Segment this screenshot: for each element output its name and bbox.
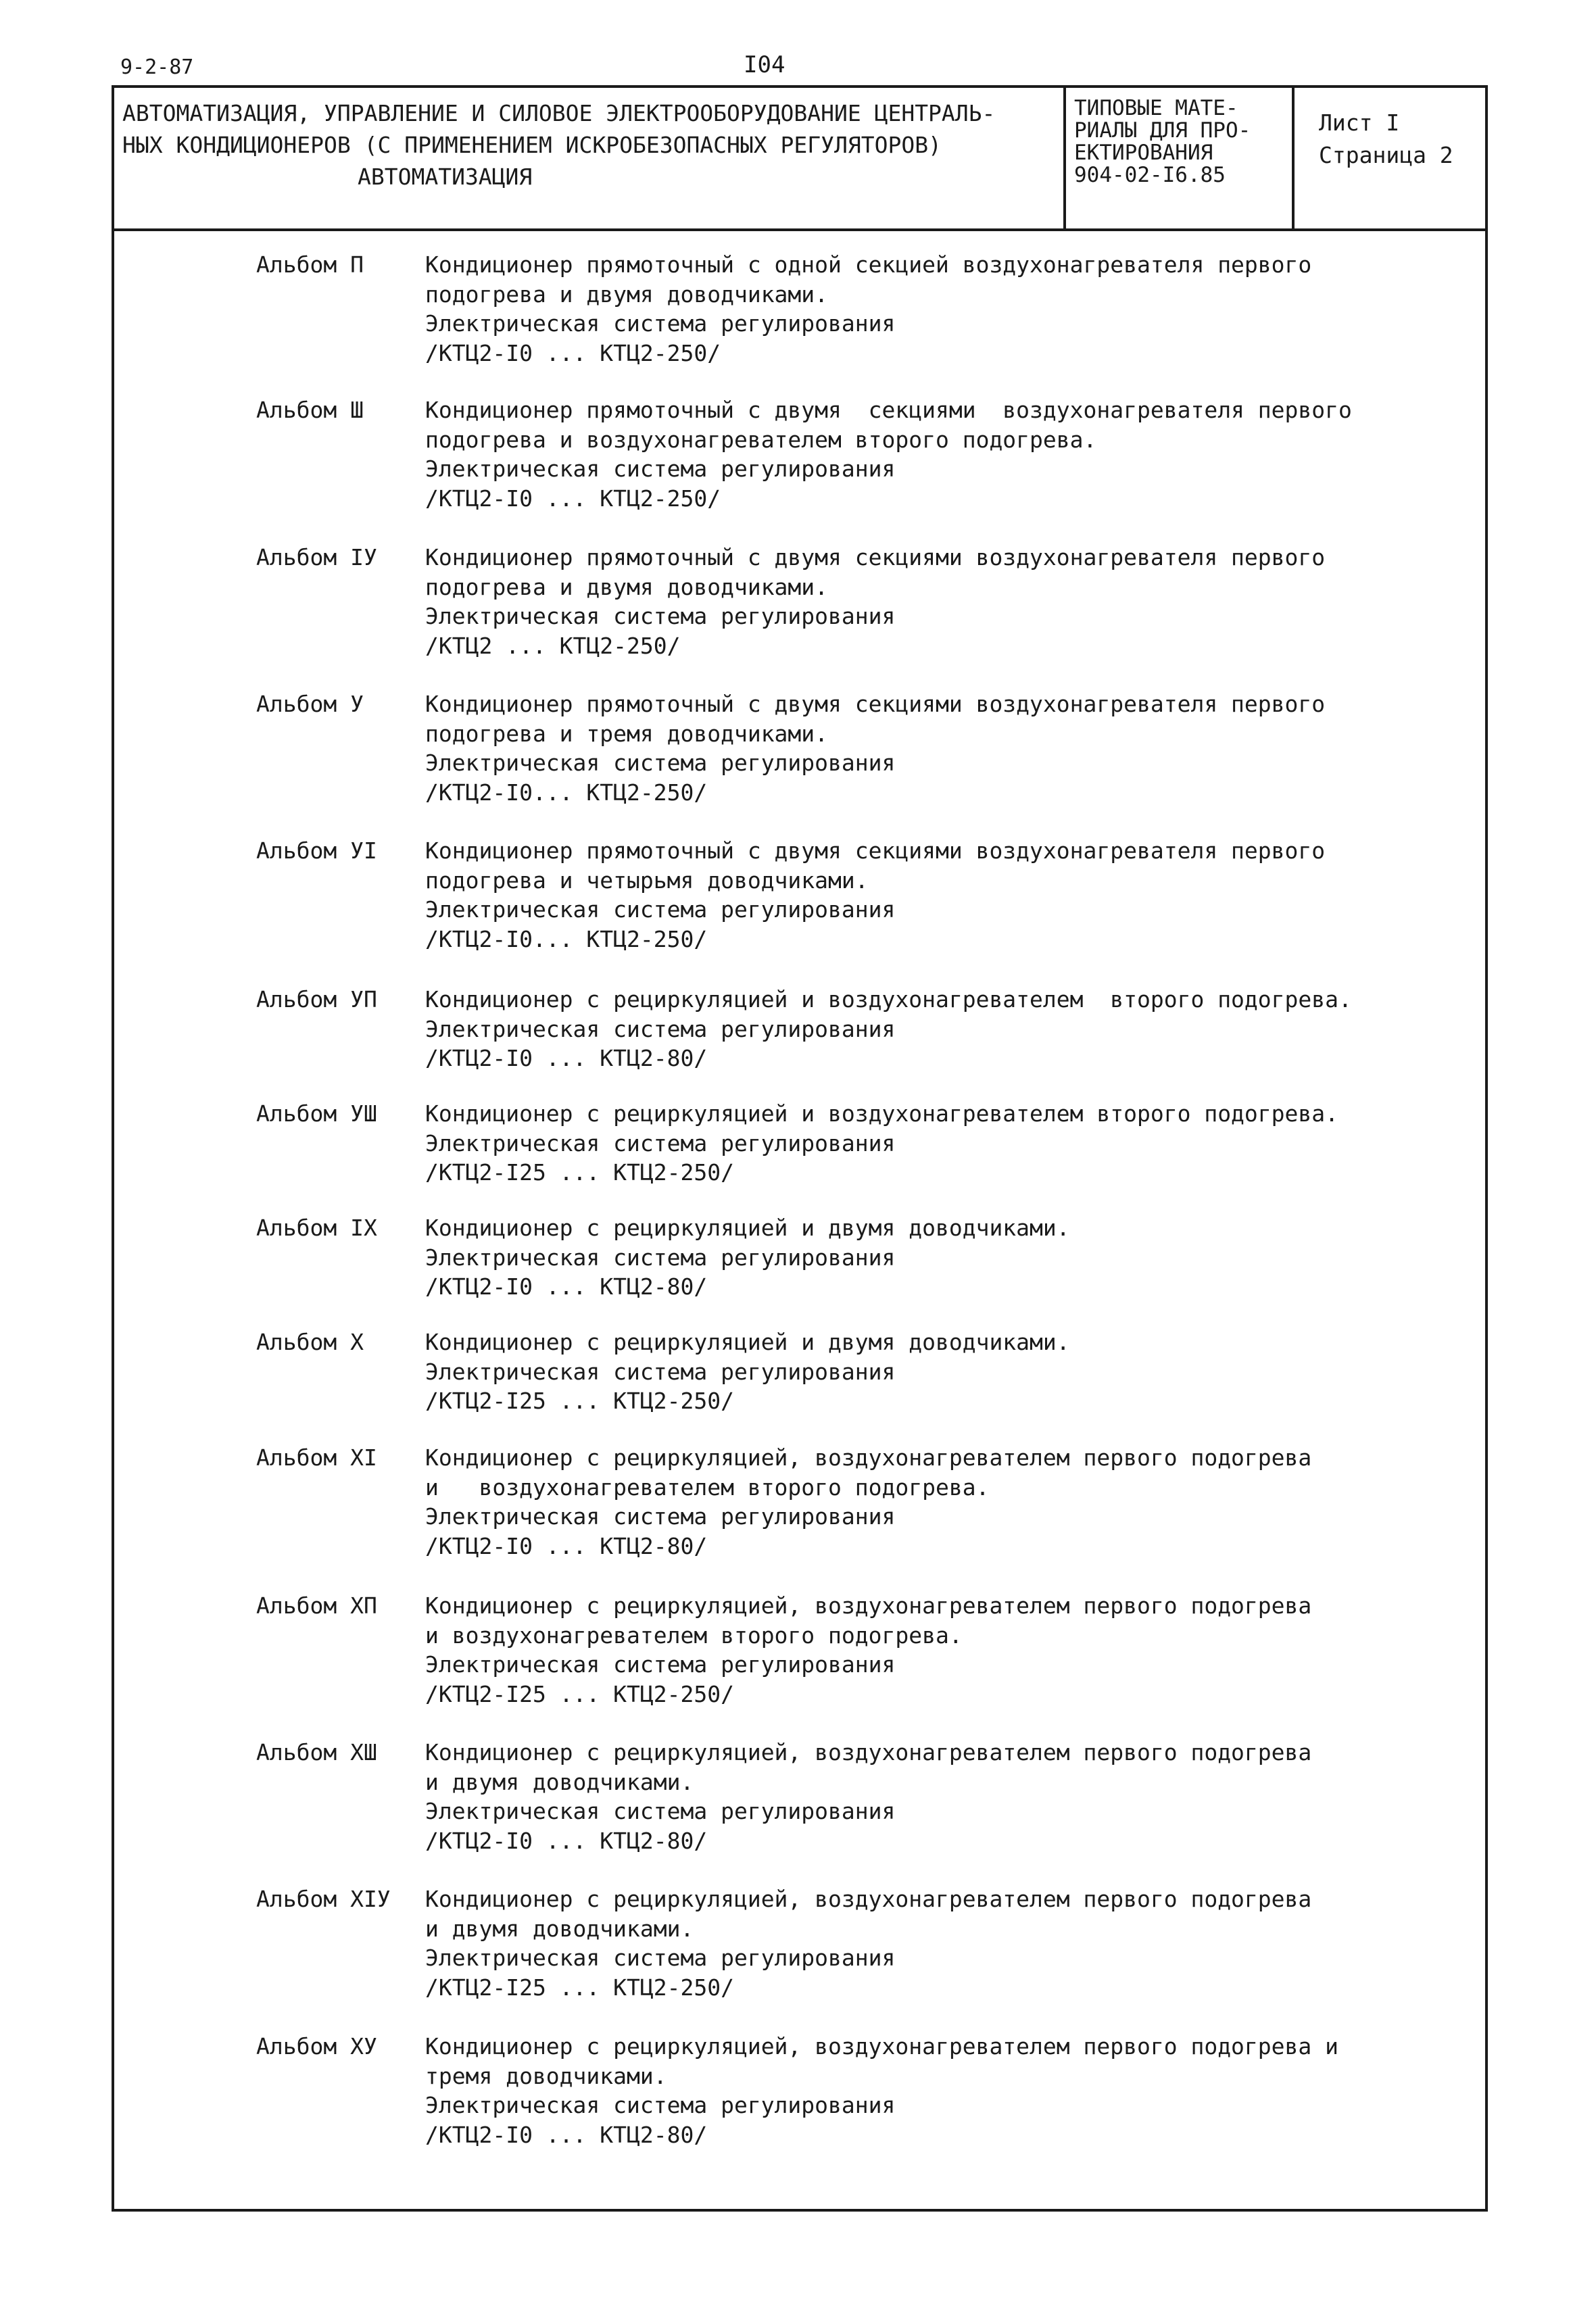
album-line: /КТЦ2-I0 ... КТЦ2-250/ xyxy=(425,485,721,512)
album-line: Кондиционер с рециркуляцией и воздухонагревателем второго подогрева. xyxy=(425,986,1352,1013)
series-line: ТИПОВЫЕ МАТЕ- xyxy=(1074,96,1238,120)
album-line: подогрева и воздухонагревателем второго подогрева. xyxy=(425,426,1097,453)
album-label: Альбом XI xyxy=(256,1444,377,1471)
album-line: Кондиционер с рециркуляцией, воздухонагревателем первого подогрева xyxy=(425,1444,1312,1471)
album-description xyxy=(425,836,1480,954)
title-line: НЫХ КОНДИЦИОНЕРОВ (С ПРИМЕНЕНИЕМ ИСКРОБЕЗОПАСНЫХ РЕГУЛЯТОРОВ) xyxy=(122,132,942,158)
album-description xyxy=(425,250,1480,368)
album-line: Электрическая система регулирования xyxy=(425,1244,896,1271)
album-label: Альбом УI xyxy=(256,837,377,864)
page-label: Страница 2 xyxy=(1319,142,1453,168)
album-line: Электрическая система регулирования xyxy=(425,1015,896,1042)
album-line: Кондиционер с рециркуляцией, воздухонагревателем первого подогрева xyxy=(425,1739,1312,1765)
album-line: /КТЦ2-I25 ... КТЦ2-250/ xyxy=(425,1680,734,1707)
album-line: подогрева и двумя доводчиками. xyxy=(425,573,829,600)
album-line: Электрическая система регулирования xyxy=(425,603,896,629)
album-line: Электрическая система регулирования xyxy=(425,1129,896,1156)
album-line: Кондиционер с рециркуляцией и двумя доводчиками. xyxy=(425,1329,1070,1355)
album-description xyxy=(425,1591,1480,1709)
album-line: Электрическая система регулирования xyxy=(425,750,896,776)
album-line: и воздухонагревателем второго подогрева. xyxy=(425,1473,990,1501)
series-line: 904-02-I6.85 xyxy=(1074,163,1226,187)
album-description xyxy=(425,1884,1480,2002)
page-frame xyxy=(112,85,1488,2212)
album-line: /КТЦ2-I25 ... КТЦ2-250/ xyxy=(425,1388,734,1414)
album-label: Альбом П xyxy=(256,251,364,278)
album-label: Альбом УШ xyxy=(256,1100,377,1127)
album-line: подогрева и двумя доводчиками. xyxy=(425,281,829,308)
album-line: подогрева и четырьмя доводчиками. xyxy=(425,867,869,894)
series-designation xyxy=(1066,88,1295,228)
album-line: Электрическая система регулирования xyxy=(425,2092,896,2118)
album-label: Альбом УП xyxy=(256,986,377,1013)
album-line: и двумя доводчиками. xyxy=(425,1768,694,1795)
album-label: Альбом XП xyxy=(256,1592,377,1619)
album-line: Электрическая система регулирования xyxy=(425,1651,896,1678)
album-line: /КТЦ2-I0 ... КТЦ2-250/ xyxy=(425,339,721,366)
sheet-info xyxy=(1295,88,1485,228)
album-line: Электрическая система регулирования xyxy=(425,1945,896,1971)
album-line: Электрическая система регулирования xyxy=(425,1503,896,1530)
album-line: Кондиционер прямоточный с двумя секциями воздухонагревателя первого xyxy=(425,397,1352,423)
album-description xyxy=(425,1213,1480,1302)
album-line: Электрическая система регулирования xyxy=(425,456,896,482)
album-description xyxy=(425,1443,1480,1561)
document-title xyxy=(114,88,1066,228)
album-line: Кондиционер с рециркуляцией, воздухонагревателем первого подогрева xyxy=(425,1886,1312,1912)
album-label: Альбом XIУ xyxy=(256,1886,391,1912)
album-line: Кондиционер с рециркуляцией и воздухонагревателем второго подогрева. xyxy=(425,1100,1339,1127)
album-line: Кондиционер с рециркуляцией и двумя доводчиками. xyxy=(425,1215,1070,1241)
album-label: Альбом IУ xyxy=(256,544,377,570)
album-label: Альбом XУ xyxy=(256,2033,377,2060)
album-line: Кондиционер прямоточный с одной секцией воздухонагревателя первого xyxy=(425,251,1312,278)
title-block xyxy=(114,88,1485,231)
album-description xyxy=(425,1327,1480,1416)
album-description xyxy=(425,985,1480,1073)
album-description xyxy=(425,543,1480,660)
album-line: Кондиционер прямоточный с двумя секциями воздухонагревателя первого xyxy=(425,837,1326,864)
album-line: Кондиционер с рециркуляцией, воздухонагревателем первого подогрева xyxy=(425,1592,1312,1619)
album-line: и двумя доводчиками. xyxy=(425,1915,694,1942)
album-line: /КТЦ2-I0 ... КТЦ2-80/ xyxy=(425,1273,708,1300)
album-description xyxy=(425,2032,1480,2149)
title-line: АВТОМАТИЗАЦИЯ, УПРАВЛЕНИЕ И СИЛОВОЕ ЭЛЕКТРООБОРУДОВАНИЕ ЦЕНТРАЛЬ- xyxy=(122,100,996,126)
album-line: Электрическая система регулирования xyxy=(425,310,896,337)
album-description xyxy=(425,1099,1480,1188)
album-description xyxy=(425,689,1480,807)
album-label: Альбом IX xyxy=(256,1215,377,1241)
title-line: АВТОМАТИЗАЦИЯ xyxy=(358,164,533,190)
album-line: Кондиционер прямоточный с двумя секциями воздухонагревателя первого xyxy=(425,691,1326,717)
album-line: Электрическая система регулирования xyxy=(425,1358,896,1385)
album-line: Кондиционер прямоточный с двумя секциями воздухонагревателя первого xyxy=(425,544,1326,570)
series-line: РИАЛЫ ДЛЯ ПРО- xyxy=(1074,118,1251,143)
album-line: /КТЦ2-I0 ... КТЦ2-80/ xyxy=(425,1532,708,1559)
album-line: Электрическая система регулирования xyxy=(425,896,896,923)
album-label: Альбом X xyxy=(256,1329,364,1355)
album-line: /КТЦ2-I0... КТЦ2-250/ xyxy=(425,779,708,806)
document-code: 9-2-87 xyxy=(120,55,194,79)
album-description xyxy=(425,1738,1480,1855)
album-line: и воздухонагревателем второго подогрева. xyxy=(425,1622,963,1649)
sheet-number: Лист I xyxy=(1319,109,1400,136)
album-line: /КТЦ2-I0 ... КТЦ2-80/ xyxy=(425,1045,708,1071)
album-line: /КТЦ2 ... КТЦ2-250/ xyxy=(425,632,681,659)
album-line: /КТЦ2-I0 ... КТЦ2-80/ xyxy=(425,1827,708,1854)
album-label: Альбом У xyxy=(256,691,364,717)
album-line: /КТЦ2-I25 ... КТЦ2-250/ xyxy=(425,1159,734,1186)
album-line: Кондиционер с рециркуляцией, воздухонагревателем первого подогрева и xyxy=(425,2033,1339,2060)
album-line: /КТЦ2-I0 ... КТЦ2-80/ xyxy=(425,2121,708,2148)
album-line: /КТЦ2-I0... КТЦ2-250/ xyxy=(425,925,708,952)
album-line: Электрическая система регулирования xyxy=(425,1798,896,1824)
album-line: подогрева и тремя доводчиками. xyxy=(425,720,829,747)
series-line: ЕКТИРОВАНИЯ xyxy=(1074,141,1213,165)
album-label: Альбом XШ xyxy=(256,1739,377,1765)
page-number: I04 xyxy=(744,51,785,78)
album-description xyxy=(425,395,1480,513)
album-label: Альбом Ш xyxy=(256,397,364,423)
album-line: тремя доводчиками. xyxy=(425,2062,667,2089)
album-line: /КТЦ2-I25 ... КТЦ2-250/ xyxy=(425,1974,734,2001)
